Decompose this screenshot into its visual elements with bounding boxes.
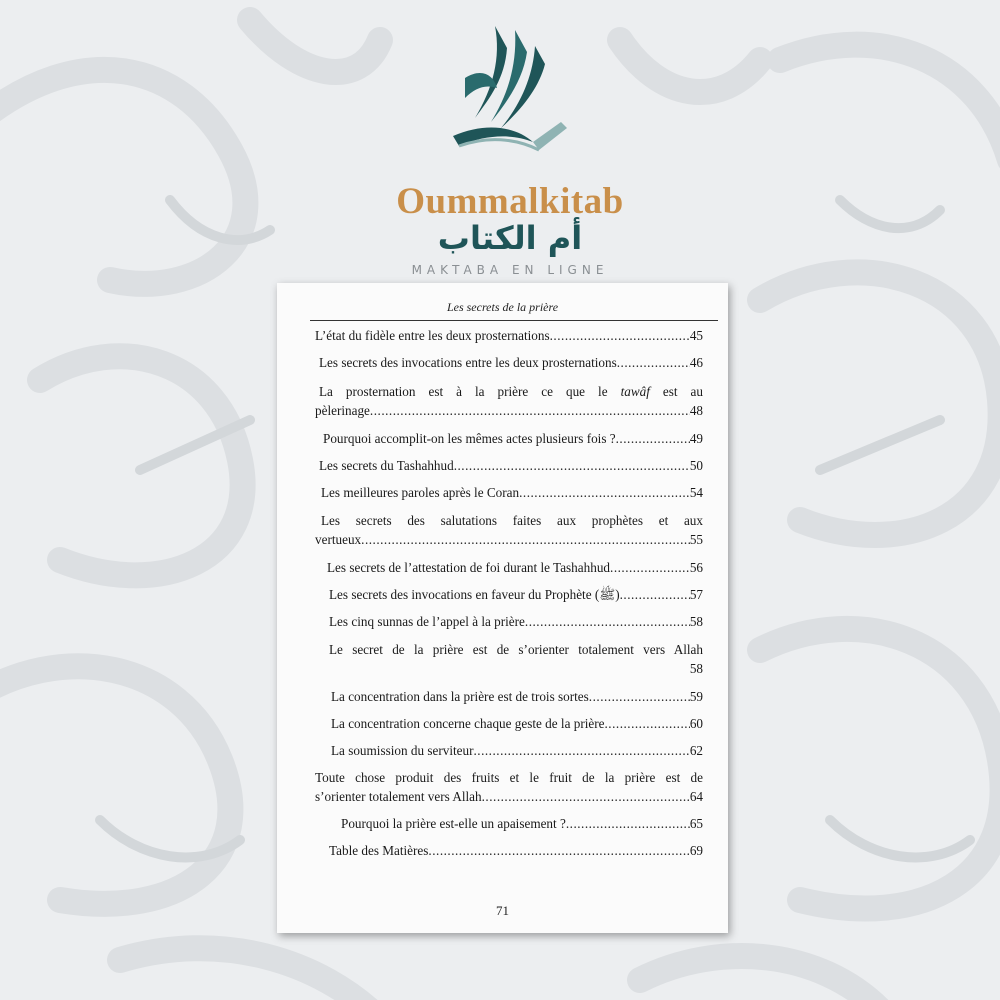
toc-entry-title-line: Le secret de la prière est de s’orienter totalement vers Allah <box>329 642 703 657</box>
toc-entry-title: La soumission du serviteur <box>331 743 474 758</box>
running-head: Les secrets de la prière <box>446 300 559 314</box>
toc-entry-title: pèlerinage <box>315 403 370 418</box>
toc-entry-title: Les secrets de l’attestation de foi durant le Tashahhud <box>327 560 611 575</box>
dot-leader <box>454 456 690 475</box>
dot-leader <box>519 483 690 502</box>
toc-entry-page: 58 <box>689 614 703 629</box>
toc-entry-title: L’état du fidèle entre les deux prosternations <box>315 328 550 343</box>
toc-entry-title: Pourquoi accomplit-on les mêmes actes plusieurs fois ? <box>323 431 616 446</box>
toc-entry <box>315 558 703 577</box>
dot-leader <box>610 558 690 577</box>
toc-entry-emphasis: tawâf <box>620 384 650 399</box>
toc-entry-page: 64 <box>689 789 703 804</box>
dot-leader <box>620 585 690 604</box>
toc-entry <box>315 326 703 345</box>
toc-entry <box>315 640 703 678</box>
toc-entry <box>315 841 703 860</box>
toc-entry-page: 60 <box>689 716 703 731</box>
toc-entry <box>315 612 703 631</box>
toc-entry-title: Les cinq sunnas de l’appel à la prière <box>329 614 525 629</box>
toc-entry <box>315 483 703 502</box>
dot-leader <box>617 353 690 372</box>
toc-entry-page: 65 <box>689 816 703 831</box>
book-page <box>277 283 728 933</box>
dot-leader <box>473 741 689 760</box>
toc-entry <box>315 585 703 604</box>
toc-entry-page: 62 <box>689 743 703 758</box>
brand-name-arabic: أم الكتاب <box>437 219 583 257</box>
toc-entry-title: La concentration concerne chaque geste de la prière <box>331 716 605 731</box>
toc-entry <box>315 768 703 806</box>
toc-entry-page: 46 <box>689 355 703 370</box>
dot-leader <box>566 814 690 833</box>
dot-leader <box>482 787 690 806</box>
toc-entry-page: 55 <box>689 532 703 547</box>
page-number: 71 <box>496 903 509 918</box>
toc-entry-title-line: Les secrets des salutations faites aux prophètes et aux <box>321 513 703 528</box>
toc-entry-page: 54 <box>689 485 703 500</box>
quill-book-icon <box>435 18 585 168</box>
toc-entry-title: Table des Matières <box>329 843 429 858</box>
toc-entry-page: 69 <box>689 843 703 858</box>
toc-entry <box>315 382 703 420</box>
toc-entry-title: s’orienter totalement vers Allah <box>315 789 482 804</box>
brand-tagline: MAKTABA EN LIGNE <box>411 263 609 277</box>
toc-entry-title: Les secrets des invocations entre les deux prosternations <box>319 355 617 370</box>
toc-entry-title: La concentration dans la prière est de trois sortes <box>331 689 589 704</box>
table-of-contents <box>315 326 703 860</box>
brand-logo <box>380 18 640 278</box>
toc-entry <box>315 814 703 833</box>
toc-entry-title: Les meilleures paroles après le Coran <box>321 485 520 500</box>
dot-leader <box>361 530 690 549</box>
toc-entry <box>315 687 703 706</box>
toc-entry <box>315 741 703 760</box>
toc-entry <box>315 456 703 475</box>
toc-entry-title: Les secrets des invocations en faveur du Prophète (ﷺ) <box>329 587 620 602</box>
toc-entry-title-line <box>315 382 703 401</box>
dot-leader <box>370 401 690 420</box>
toc-entry-title: Pourquoi la prière est-elle un apaisement ? <box>341 816 566 831</box>
toc-entry <box>315 353 703 372</box>
dot-leader <box>616 429 690 448</box>
toc-entry-page: 59 <box>689 689 703 704</box>
toc-entry <box>315 429 703 448</box>
toc-entry <box>315 511 703 549</box>
dot-leader <box>550 326 690 345</box>
toc-entry-text: La prosternation est à la prière ce que le <box>319 384 621 399</box>
toc-entry-title: vertueux <box>315 532 362 547</box>
toc-entry-page: 45 <box>689 328 703 343</box>
toc-entry-page: 58 <box>689 661 703 676</box>
dot-leader <box>428 841 689 860</box>
toc-entry-title: Les secrets du Tashahhud <box>319 458 454 473</box>
toc-entry <box>315 714 703 733</box>
toc-entry-page: 57 <box>689 587 703 602</box>
brand-name-latin: Oummalkitab <box>396 181 624 222</box>
dot-leader <box>589 687 690 706</box>
toc-entry-page: 48 <box>689 403 703 418</box>
header-rule <box>310 320 718 321</box>
toc-entry-title-line: Toute chose produit des fruits et le fruit de la prière est de <box>315 770 703 785</box>
dot-leader <box>605 714 690 733</box>
toc-entry-page: 56 <box>689 560 703 575</box>
dot-leader <box>525 612 690 631</box>
toc-entry-text: est au <box>649 384 703 399</box>
toc-entry-page: 49 <box>689 431 703 446</box>
toc-entry-page: 50 <box>689 458 703 473</box>
